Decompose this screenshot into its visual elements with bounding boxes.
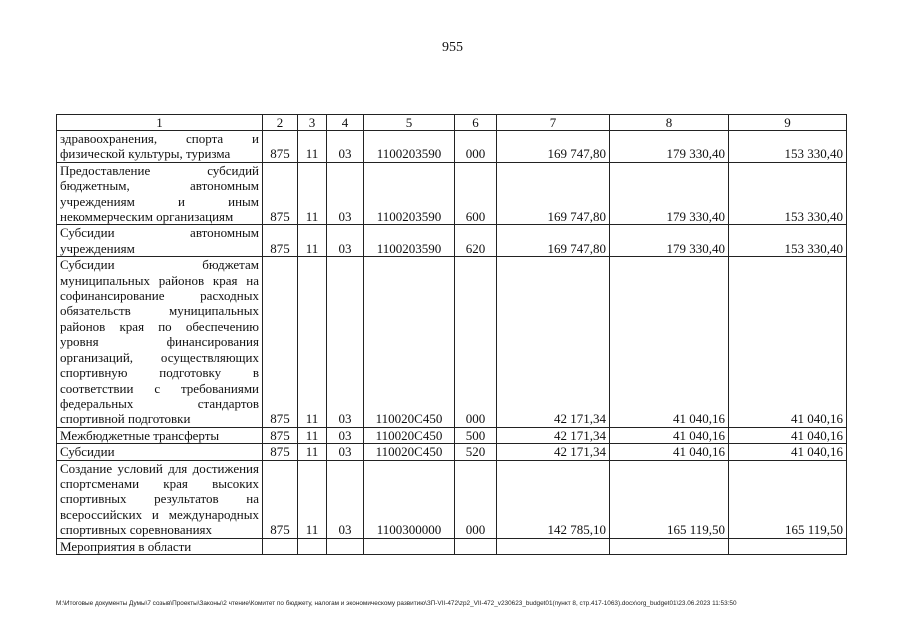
cell-section: 11 (298, 257, 327, 427)
table-row (57, 257, 847, 427)
cell-amount-2: 41 040,16 (610, 427, 729, 443)
table-row (57, 225, 847, 257)
cell-subsection: 03 (327, 460, 364, 538)
cell-amount-3: 153 330,40 (729, 225, 847, 257)
cell-admin-code: 875 (263, 427, 298, 443)
row-name: Субсидии автономным учреждениям (57, 225, 263, 257)
cell-section (298, 538, 327, 554)
column-header: 7 (497, 115, 610, 131)
cell-expense-type: 600 (455, 162, 497, 225)
page-number: 955 (442, 40, 463, 55)
cell-section: 11 (298, 131, 327, 163)
cell-expense-type: 620 (455, 225, 497, 257)
table-row (57, 162, 847, 225)
cell-expense-type (455, 538, 497, 554)
cell-section: 11 (298, 460, 327, 538)
cell-subsection: 03 (327, 162, 364, 225)
cell-target-article: 1100203590 (364, 131, 455, 163)
cell-amount-3: 153 330,40 (729, 162, 847, 225)
cell-target-article: 1100203590 (364, 225, 455, 257)
cell-expense-type: 000 (455, 257, 497, 427)
cell-expense-type: 500 (455, 427, 497, 443)
cell-subsection: 03 (327, 257, 364, 427)
cell-amount-1: 42 171,34 (497, 257, 610, 427)
cell-expense-type: 000 (455, 460, 497, 538)
cell-subsection: 03 (327, 444, 364, 460)
cell-amount-2: 179 330,40 (610, 225, 729, 257)
cell-target-article: 110020С450 (364, 444, 455, 460)
cell-admin-code: 875 (263, 460, 298, 538)
cell-admin-code: 875 (263, 131, 298, 163)
cell-amount-3 (729, 538, 847, 554)
budget-table (56, 114, 847, 555)
cell-target-article: 110020С450 (364, 427, 455, 443)
column-header: 6 (455, 115, 497, 131)
cell-amount-2 (610, 538, 729, 554)
column-header: 3 (298, 115, 327, 131)
cell-subsection: 03 (327, 131, 364, 163)
cell-subsection (327, 538, 364, 554)
cell-admin-code: 875 (263, 162, 298, 225)
cell-amount-3: 41 040,16 (729, 427, 847, 443)
row-name: Субсидии (57, 444, 263, 460)
cell-amount-1: 142 785,10 (497, 460, 610, 538)
table-row (57, 444, 847, 460)
row-name: Создание условий для достижения спортсменами края высоких спортивных результатов на всероссийских и международных спортивных соревнованиях (57, 460, 263, 538)
cell-amount-1 (497, 538, 610, 554)
table-row (57, 427, 847, 443)
cell-section: 11 (298, 225, 327, 257)
cell-amount-3: 41 040,16 (729, 257, 847, 427)
row-name: Мероприятия в области (57, 538, 263, 554)
cell-amount-1: 169 747,80 (497, 131, 610, 163)
cell-amount-2: 179 330,40 (610, 131, 729, 163)
cell-amount-2: 165 119,50 (610, 460, 729, 538)
cell-subsection: 03 (327, 427, 364, 443)
cell-admin-code: 875 (263, 444, 298, 460)
column-header: 8 (610, 115, 729, 131)
cell-admin-code: 875 (263, 225, 298, 257)
cell-section: 11 (298, 427, 327, 443)
cell-amount-2: 179 330,40 (610, 162, 729, 225)
cell-amount-3: 153 330,40 (729, 131, 847, 163)
cell-amount-1: 42 171,34 (497, 444, 610, 460)
column-header: 2 (263, 115, 298, 131)
cell-amount-1: 169 747,80 (497, 162, 610, 225)
row-name: Субсидии бюджетам муниципальных районов края на софинансирование расходных обязательств муниципальных районов края по обеспечению уровня финансирования организаций, осуществляющих спортивную подготовку в соответствии с требованиями федеральных стандартов спортивной подготовки (57, 257, 263, 427)
table-row (57, 460, 847, 538)
cell-admin-code (263, 538, 298, 554)
cell-target-article: 1100203590 (364, 162, 455, 225)
cell-section: 11 (298, 162, 327, 225)
cell-amount-1: 42 171,34 (497, 427, 610, 443)
row-name: здравоохранения, спорта и физической культуры, туризма (57, 131, 263, 163)
cell-admin-code: 875 (263, 257, 298, 427)
table-header-row (57, 115, 847, 131)
cell-target-article (364, 538, 455, 554)
cell-amount-3: 41 040,16 (729, 444, 847, 460)
document-path-footer: M:\Итоговые документы Думы\7 созыв\Проекты\Законы\2 чтение\Комитет по бюджету, налогам и экономическому развитию\ЗП-VII-472\zp2_VII-472_v230623_budget01(пункт 8, стр.417-1063).docx\org_budget01\23.06.2023 11:53:50 (56, 600, 737, 607)
cell-amount-2: 41 040,16 (610, 444, 729, 460)
cell-expense-type: 520 (455, 444, 497, 460)
column-header: 4 (327, 115, 364, 131)
cell-section: 11 (298, 444, 327, 460)
row-name: Межбюджетные трансферты (57, 427, 263, 443)
cell-target-article: 110020С450 (364, 257, 455, 427)
cell-amount-2: 41 040,16 (610, 257, 729, 427)
cell-target-article: 1100300000 (364, 460, 455, 538)
cell-subsection: 03 (327, 225, 364, 257)
cell-amount-1: 169 747,80 (497, 225, 610, 257)
column-header: 5 (364, 115, 455, 131)
row-name: Предоставление субсидий бюджетным, автономным учреждениям и иным некоммерческим организациям (57, 162, 263, 225)
column-header: 1 (57, 115, 263, 131)
cell-amount-3: 165 119,50 (729, 460, 847, 538)
table-row (57, 131, 847, 163)
table-row (57, 538, 847, 554)
cell-expense-type: 000 (455, 131, 497, 163)
column-header: 9 (729, 115, 847, 131)
